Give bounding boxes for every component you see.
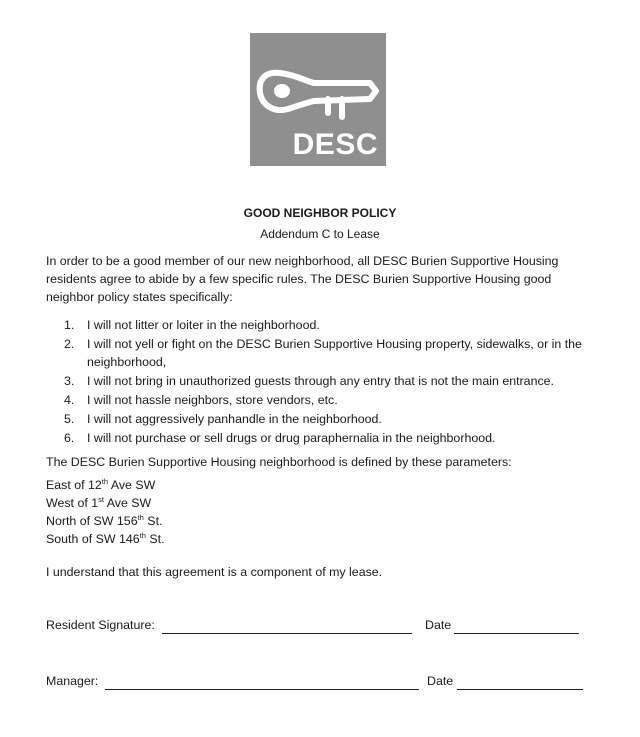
intro-paragraph: In order to be a good member of our new neighborhood, all DESC Burien Supportive Housing residents agree to abide by a few specific rules. The DESC Burien Supportive Housing good neighbor policy states specifically: <box>46 254 559 304</box>
manager-label: Manager: <box>46 674 99 688</box>
list-item <box>64 391 604 409</box>
neighborhood-definition: The DESC Burien Supportive Housing neighborhood is defined by these parameters: <box>46 455 512 469</box>
rule-text: I will not aggressively panhandle in the neighborhood. <box>87 412 382 426</box>
boundary-item <box>46 494 165 512</box>
boundary-text: West of 1 <box>46 496 99 510</box>
resident-date-line[interactable] <box>454 633 579 634</box>
manager-signature-row <box>46 670 606 690</box>
resident-signature-row <box>46 614 606 634</box>
rules-list <box>64 316 604 448</box>
page-subtitle: Addendum C to Lease <box>260 227 380 241</box>
boundary-text: Ave SW <box>108 478 156 492</box>
list-item <box>64 316 604 334</box>
rule-text: I will not purchase or sell drugs or drug paraphernalia in the neighborhood. <box>87 431 496 445</box>
rule-number: 6. <box>64 431 75 445</box>
list-item <box>64 410 604 428</box>
ordinal-suffix: st <box>98 494 104 504</box>
agreement-statement: I understand that this agreement is a component of my lease. <box>46 565 383 579</box>
rule-text: I will not bring in unauthorized guests through any entry that is not the main entrance. <box>87 374 554 388</box>
manager-date-label: Date <box>427 674 454 688</box>
ordinal-suffix: th <box>139 530 146 540</box>
boundary-text: St. <box>145 532 165 546</box>
logo-text: DESC <box>292 128 378 161</box>
boundary-text: East of 12 <box>46 478 102 492</box>
rule-number: 4. <box>64 393 75 407</box>
rule-number: 5. <box>64 412 75 426</box>
rule-number: 1. <box>64 318 75 332</box>
ordinal-suffix: th <box>101 476 109 486</box>
manager-signature-line[interactable] <box>105 689 419 690</box>
rule-number: 3. <box>64 374 75 388</box>
boundary-item <box>46 512 165 530</box>
rule-text: I will not yell or fight on the DESC Burien Supportive Housing property, sidewalks, or in the neighborhood, <box>87 337 582 369</box>
boundary-item <box>46 530 165 548</box>
boundary-list <box>46 476 165 548</box>
desc-logo <box>250 33 386 166</box>
boundary-text: St. <box>143 514 163 528</box>
rule-text: I will not litter or loiter in the neighborhood. <box>87 318 320 332</box>
boundary-text: Ave SW <box>103 496 152 510</box>
boundary-item <box>46 476 165 494</box>
boundary-text: North of SW 156 <box>46 514 138 528</box>
rule-number: 2. <box>64 337 75 351</box>
ordinal-suffix: th <box>137 512 144 522</box>
resident-date-label: Date <box>425 618 452 632</box>
resident-signature-label: Resident Signature: <box>46 618 155 632</box>
page-title: GOOD NEIGHBOR POLICY <box>243 206 397 220</box>
rule-text: I will not hassle neighbors, store vendors, etc. <box>87 393 338 407</box>
manager-date-line[interactable] <box>457 689 583 690</box>
list-item <box>64 429 604 447</box>
resident-signature-line[interactable] <box>162 633 412 634</box>
list-item <box>64 372 604 390</box>
boundary-text: South of SW 146 <box>46 532 140 546</box>
list-item <box>64 335 604 371</box>
